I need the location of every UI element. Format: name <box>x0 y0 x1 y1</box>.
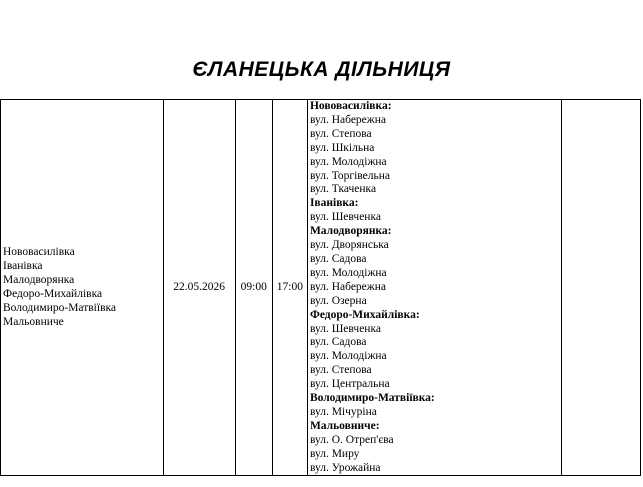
village-name: Федоро-Михайлівка <box>3 287 103 300</box>
street-item: вул. Шкільна <box>309 141 375 154</box>
village-name: Володимиро-Матвіївка <box>3 301 117 314</box>
settlement-heading: Володимиро-Матвіївка: <box>309 392 435 405</box>
street-item: вул. Молодіжна <box>309 350 387 363</box>
street-item: вул. Степова <box>309 364 372 377</box>
villages-cell <box>1 100 164 476</box>
street-item: вул. Мічуріна <box>309 405 377 418</box>
street-item: вул. Садова <box>309 336 367 349</box>
section-title: ЄЛАНЕЦЬКА ДІЛЬНИЦЯ <box>192 58 451 81</box>
street-item: вул. О. Отреп'єва <box>309 433 394 446</box>
settlement-heading: Федоро-Михайлівка: <box>309 308 420 321</box>
settlement-heading: Іванівка: <box>309 197 359 210</box>
settlement-heading: Малодворянка: <box>309 225 392 238</box>
schedule-table <box>0 99 641 476</box>
street-item: вул. Молодіжна <box>309 155 387 168</box>
street-item: вул. Миру <box>309 447 360 460</box>
street-item: вул. Шевченка <box>309 211 381 224</box>
village-name: Нововасилівка <box>3 246 75 259</box>
street-item: вул. Урожайна <box>309 461 381 474</box>
street-item: вул. Степова <box>309 127 372 140</box>
street-item: вул. Садова <box>309 252 367 265</box>
village-name: Мальовниче <box>3 315 64 328</box>
village-name: Малодворянка <box>3 273 75 286</box>
street-item: вул. Озерна <box>309 294 367 307</box>
empty-cell <box>561 100 640 476</box>
table-row <box>1 100 641 476</box>
street-item: вул. Центральна <box>309 378 390 391</box>
village-name: Іванівка <box>3 259 43 272</box>
street-item: вул. Ткаченка <box>309 183 377 196</box>
date-cell: 22.05.2026 <box>163 100 235 476</box>
street-item: вул. Набережна <box>309 280 386 293</box>
street-item: вул. Набережна <box>309 113 386 126</box>
street-item: вул. Шевченка <box>309 322 381 335</box>
streets-cell <box>307 100 561 476</box>
street-item: вул. Молодіжна <box>309 266 387 279</box>
settlement-heading: Мальовниче: <box>309 419 380 432</box>
start-time-cell: 09:00 <box>235 100 272 476</box>
settlement-heading: Нововасилівка: <box>309 100 392 112</box>
street-item: вул. Дворянська <box>309 239 389 252</box>
street-item: вул. Торгівельна <box>309 169 390 182</box>
end-time-cell: 17:00 <box>272 100 307 476</box>
